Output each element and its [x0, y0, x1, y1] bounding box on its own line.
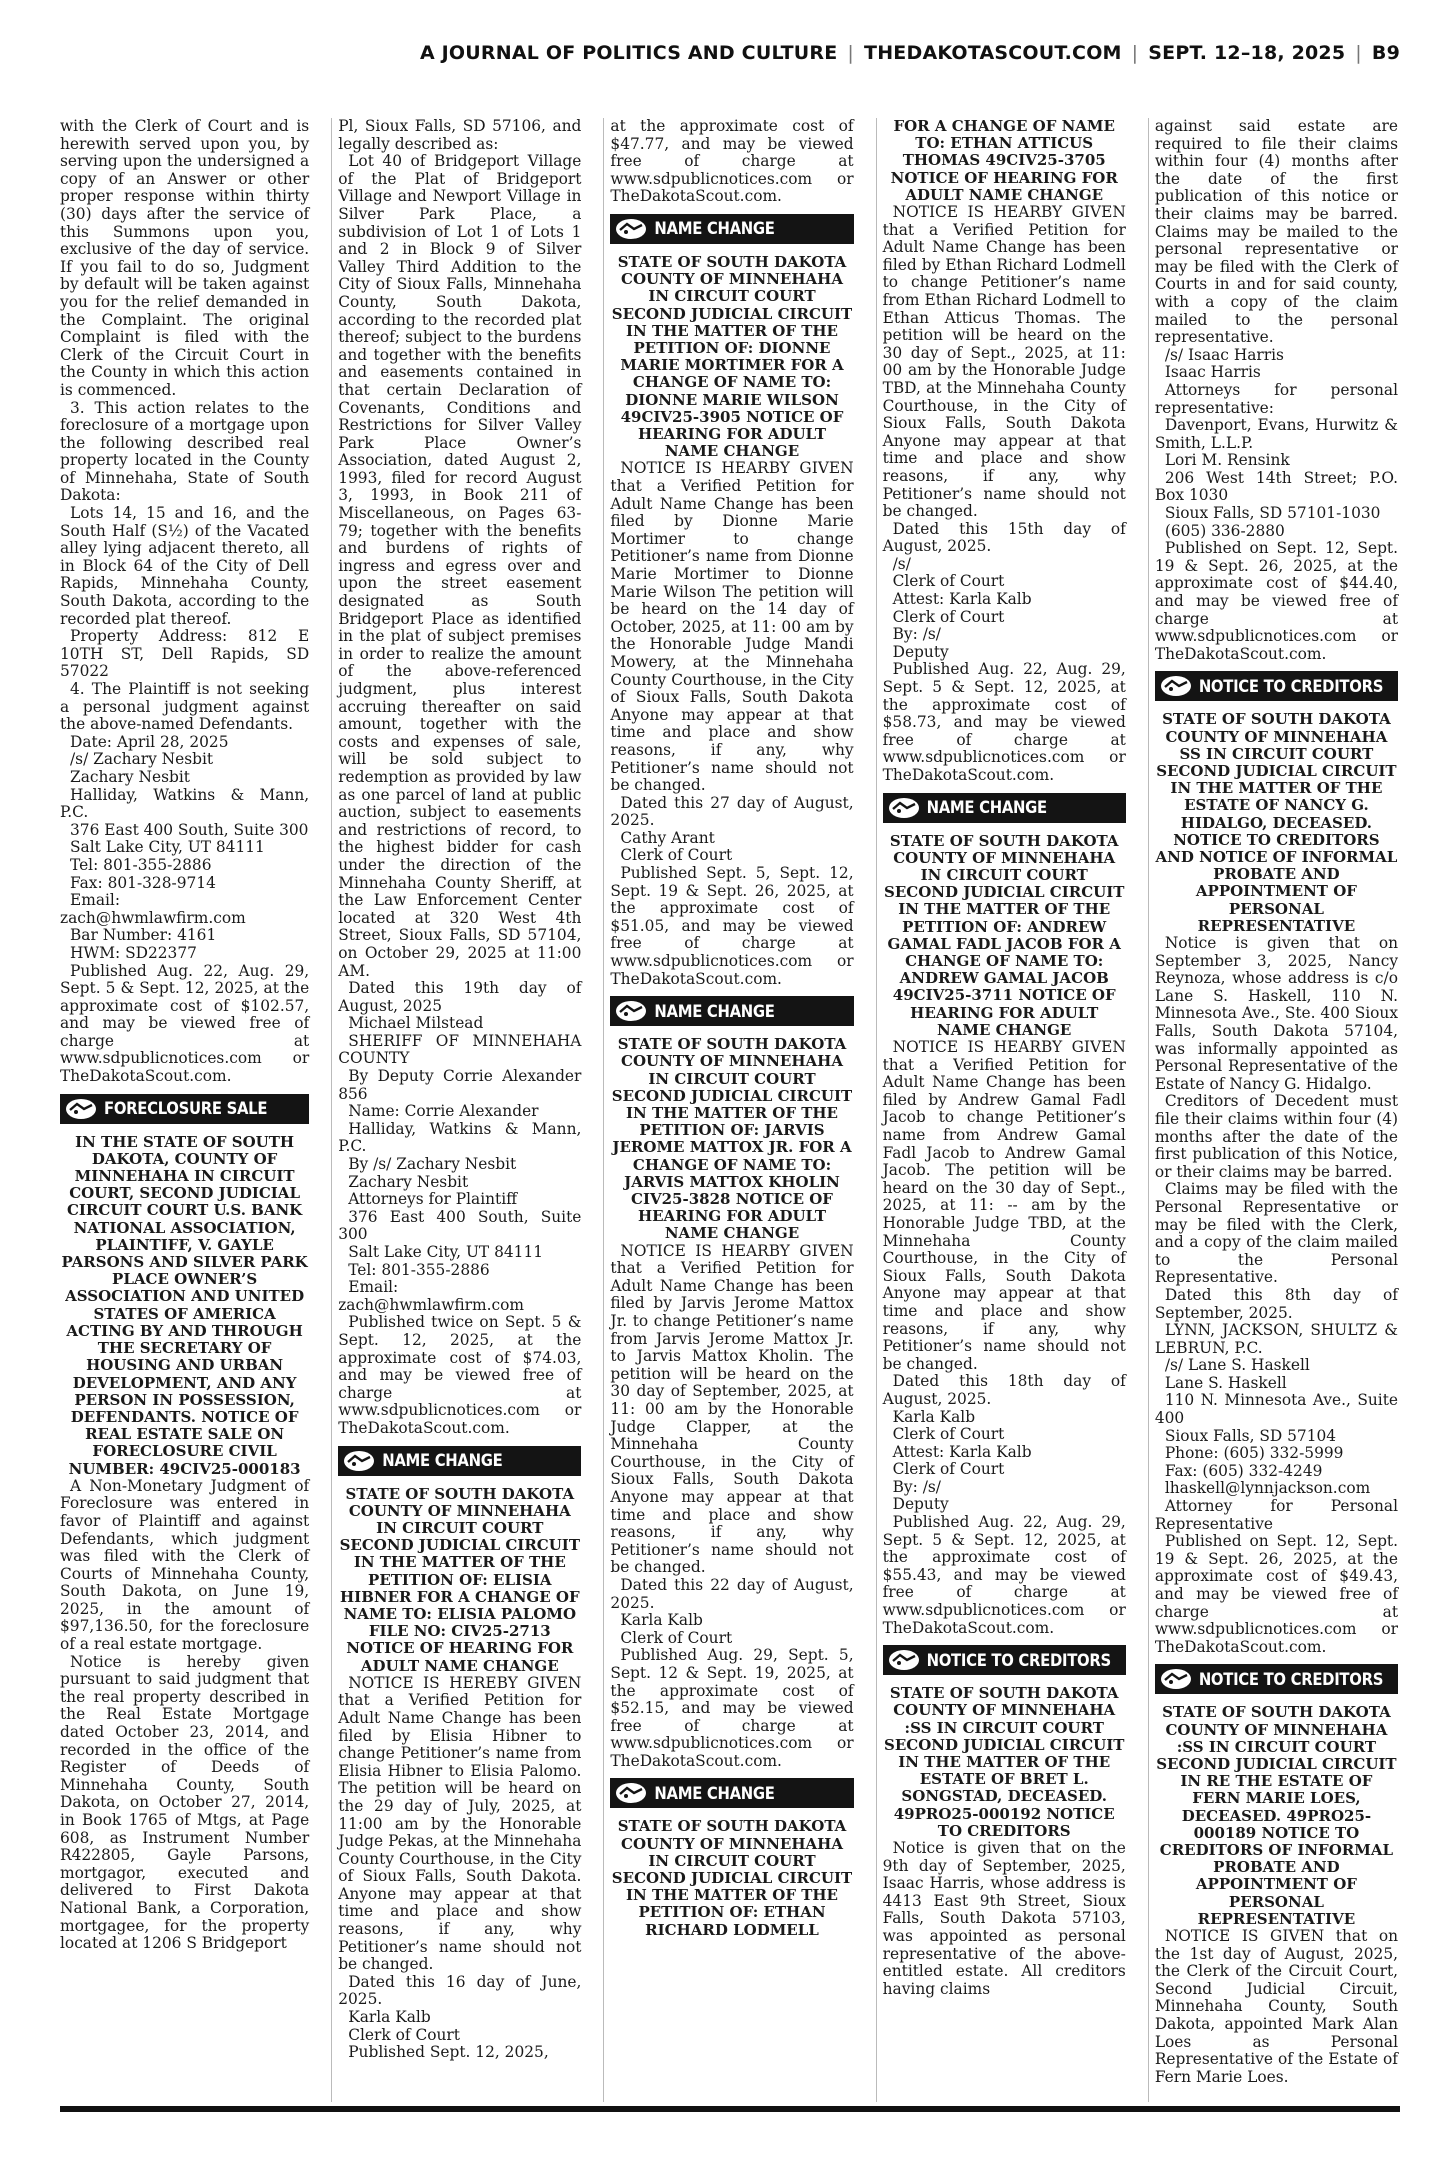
notice-columns [60, 118, 1400, 2102]
notice-text: /s/ Isaac Harris [1164, 345, 1284, 364]
scout-logo-icon [64, 1097, 98, 1121]
notice-text: Property Address: 812 E 10TH ST, Dell Rapids, SD 57022 [60, 627, 310, 681]
notice-text: 206 West 14th Street; P.O. Box 1030 [1154, 468, 1399, 505]
notice-text: A Non-Monetary Judgment of Foreclosure was entered in favor of Plaintiff and against Defendants, which judgment was filed with the Clerk of Courts of Minnehaha County, South Dakota, on June 19, 2025, in the amount of $97,136.50, for the foreclosure of a real estate mortgage. [60, 1476, 310, 1654]
page-number: B9 [1371, 42, 1400, 64]
banner-label: NAME CHANGE [654, 1783, 775, 1803]
banner-label: NAME CHANGE [654, 219, 775, 239]
notice-text: Cathy Arant [620, 828, 715, 847]
notice-text: Salt Lake City, UT 84111 [70, 838, 265, 857]
banner-label: NAME CHANGE [382, 1451, 503, 1471]
column-2 [331, 118, 583, 2102]
notice-text: 3. This action relates to the foreclosure of a mortgage upon the following described real property located in the County of Minnehaha, State of South Dakota: [60, 398, 310, 505]
notice-text: Karla Kalb [348, 2008, 431, 2027]
notice-text: Pl, Sioux Falls, SD 57106, and legally described as: [338, 118, 582, 153]
notice-text: Phone: (605) 332-5999 [1164, 1444, 1344, 1463]
column-3 [603, 118, 855, 2102]
notice-heading: STATE OF SOUTH DAKOTA COUNTY OF MINNEHAHA IN CIRCUIT COURT SECOND JUDICIAL CIRCUIT IN THE MATTER OF THE PETITION OF: JARVIS JEROME MATTOX JR. FOR A CHANGE OF NAME TO: JARVIS MATTOX KHOLIN CIV25-3828 NOTICE OF HEARING FOR ADULT NAME CHANGE [611, 1035, 853, 1243]
notice-text: Clerk of Court [892, 1460, 1005, 1479]
notice-heading: STATE OF SOUTH DAKOTA COUNTY OF MINNEHAHA :SS IN CIRCUIT COURT SECOND JUDICIAL CIRCUIT IN THE MATTER OF THE ESTATE OF BRET L. SONGSTAD, DECEASED. 49PRO25-000192 NOTICE TO CREDITORS [884, 1684, 1125, 1840]
notice-text: Fax: (605) 332-4249 [1164, 1461, 1323, 1480]
publication-note: Published on Sept. 12, Sept. 19 & Sept. 26, 2025, at the approximate cost of $44.40, and may be viewed free of charge at www.sdpublicnotices.com or TheDakotaScout.com. [1154, 539, 1399, 663]
notice-text: Notice is given that on September 3, 2025, Nancy Reynoza, whose address is c/o Lane S. Haskell, 110 N. Minnesota Ave., Ste. 400 Sioux Falls, South Dakota 57104, was informally appointed as Personal Representative of the Estate of Nancy G. Hidalgo. [1154, 934, 1399, 1093]
notice-heading: IN THE STATE OF SOUTH DAKOTA, COUNTY OF MINNEHAHA IN CIRCUIT COURT, SECOND JUDICIAL CIRCUIT COURT U.S. BANK NATIONAL ASSOCIATION, PLAINTIFF, V. GAYLE PARSONS AND SILVER PARK PLACE OWNER’S ASSOCIATION AND UNITED STATES OF AMERICA ACTING BY AND THROUGH THE SECRETARY OF HOUSING AND URBAN DEVELOPMENT, AND ANY PERSON IN POSSESSION, DEFENDANTS. NOTICE OF REAL ESTATE SALE ON FORECLOSURE CIVIL NUMBER: 49CIV25-000183 [61, 1132, 308, 1478]
scout-logo-icon [614, 999, 648, 1023]
notice-heading: FOR A CHANGE OF NAME TO: ETHAN ATTICUS THOMAS 49CIV25-3705 NOTICE OF HEARING FOR ADULT NAME CHANGE [890, 118, 1118, 204]
notice-text: Creditors of Decedent must file their claims within four (4) months after the date of the first publication of this Notice, or their claims may be barred. [1154, 1092, 1399, 1181]
notice-text: HWM: SD22377 [70, 943, 197, 962]
section-banner-foreclosure [60, 1094, 309, 1124]
column-4 [876, 118, 1128, 2102]
notice-text: /s/ Zachary Nesbit [70, 750, 214, 769]
notice-text: Isaac Harris [1164, 363, 1261, 382]
notice-text: Karla Kalb [892, 1407, 976, 1426]
notice-text: NOTICE IS HEARBY GIVEN that a Verified Petition for Adult Name Change has been filed by Andrew Gamal Fadl Jacob to change Petitioner’s name from Andrew Gamal Fadl Jacob to Andrew Gamal Jacob. The petition will be heard on the 30 day of Sept., 2025, at 11: -- am by the Honorable Judge TBD, at the Minnehaha County Courthouse, in the City of Sioux Falls, South Dakota Anyone may appear at that time and place and show reasons, if any, why Petitioner’s name should not be changed. [882, 1038, 1126, 1373]
notice-heading: STATE OF SOUTH DAKOTA COUNTY OF MINNEHAHA IN CIRCUIT COURT SECOND JUDICIAL CIRCUIT IN THE MATTER OF THE PETITION OF: ELISIA HIBNER FOR A CHANGE OF NAME TO: ELISIA PALOMO FILE NO: CIV25-2713 NOTICE OF HEARING FOR ADULT NAME CHANGE [339, 1484, 580, 1675]
column-5 [1148, 118, 1400, 2102]
scout-logo-icon [1159, 674, 1193, 698]
publication-note: Published Sept. 12, 2025, [348, 2043, 549, 2062]
notice-text: Deputy [892, 642, 949, 661]
notice-text: 110 N. Minnesota Ave., Suite 400 [1154, 1391, 1399, 1428]
notice-text: against said estate are required to file their claims within four (4) months after the date of the first publication of this notice or their claims may be barred. Claims may be mailed to the personal representative or may be filed with the Clerk of Courts in and for said county, with a copy of the claim mailed to the personal representative. [1154, 118, 1399, 347]
scout-logo-icon [887, 1648, 921, 1672]
scout-logo-icon [614, 1781, 648, 1805]
notice-text: Tel: 801-355-2886 [348, 1260, 490, 1279]
notice-text: Sioux Falls, SD 57104 [1164, 1426, 1337, 1445]
notice-text: By: /s/ [892, 1477, 941, 1496]
publication-note: Published Aug. 22, Aug. 29, Sept. 5 & Sept. 12, 2025, at the approximate cost of $102.57, and may be viewed free of charge at www.sdpublicnotices.com or TheDakotaScout.com. [60, 961, 310, 1086]
notice-text: Clerk of Court [892, 607, 1005, 626]
section-banner-name-change [610, 1778, 853, 1808]
journal-tagline: A JOURNAL OF POLITICS AND CULTURE [419, 42, 838, 64]
notice-text: Clerk of Court [620, 1628, 733, 1647]
scout-logo-icon [1159, 1667, 1193, 1691]
notice-text: Dated this 16 day of June, 2025. [338, 1972, 582, 2009]
notice-text: Clerk of Court [348, 2025, 460, 2044]
notice-text: Claims may be filed with the Personal Representative or may be filed with the Clerk, and a copy of the claim mailed to the Personal Representative. [1154, 1180, 1399, 1287]
notice-text: Attest: Karla Kalb [892, 1442, 1032, 1461]
notice-text: 376 East 400 South, Suite 300 [70, 820, 309, 839]
page-header: A JOURNAL OF POLITICS AND CULTURE | THEDAKOTASCOUT.COM | SEPT. 12–18, 2025 | B9 [419, 42, 1400, 64]
notice-heading: STATE OF SOUTH DAKOTA COUNTY OF MINNEHAHA IN CIRCUIT COURT SECOND JUDICIAL CIRCUIT IN THE MATTER OF THE PETITION OF: DIONNE MARIE MORTIMER FOR A CHANGE OF NAME TO: DIONNE MARIE WILSON 49CIV25-3905 NOTICE OF HEARING FOR ADULT NAME CHANGE [611, 252, 853, 461]
notice-text: Halliday, Watkins & Mann, P.C. [60, 785, 310, 822]
notice-text: Dated this 15th day of August, 2025. [882, 519, 1126, 556]
notice-text: Lane S. Haskell [1164, 1373, 1287, 1392]
section-banner-name-change [338, 1446, 581, 1476]
notice-text: (605) 336-2880 [1164, 521, 1285, 540]
notice-text: Attorney for Personal Representative [1154, 1497, 1399, 1533]
notice-text: Davenport, Evans, Hurwitz & Smith, L.L.P. [1154, 416, 1399, 452]
notice-heading: STATE OF SOUTH DAKOTA COUNTY OF MINNEHAHA IN CIRCUIT COURT SECOND JUDICIAL CIRCUIT IN THE MATTER OF THE PETITION OF: ANDREW GAMAL FADL JACOB FOR A CHANGE OF NAME TO: ANDREW GAMAL JACOB 49CIV25-3711 NOTICE OF HEARING FOR ADULT NAME CHANGE [884, 831, 1125, 1039]
notice-text: Dated this 19th day of August, 2025 [338, 979, 582, 1015]
notice-heading: STATE OF SOUTH DAKOTA COUNTY OF MINNEHAHA :SS IN CIRCUIT COURT SECOND JUDICIAL CIRCUIT IN RE THE ESTATE OF FERN MARIE LOES, DECEASED. 49PRO25-000189 NOTICE TO CREDITORS OF INFORMAL PROBATE AND APPOINTMENT OF PERSONAL REPRESENTATIVE [1156, 1703, 1397, 1928]
scout-logo-icon [614, 217, 648, 241]
banner-label: NAME CHANGE [926, 798, 1047, 818]
notice-text: Dated this 22 day of August, 2025. [610, 1575, 854, 1612]
notice-text: Attest: Karla Kalb [892, 590, 1032, 609]
notice-text: Email: zach@hwmlawfirm.com [60, 891, 246, 927]
notice-text: Dated this 8th day of September, 2025. [1154, 1285, 1399, 1322]
publication-note: Published on Sept. 12, Sept. 19 & Sept. 26, 2025, at the approximate cost of $49.43, and may be viewed free of charge at www.sdpublicnotices.com or TheDakotaScout.com. [1154, 1532, 1399, 1656]
column-1 [60, 118, 311, 2102]
notice-text: Notice is given that on the 9th day of September, 2025, Isaac Harris, whose address is 4413 East 9th Street, Sioux Falls, South Dakota 57103, was appointed as personal representative of the above-entitled estate. All creditors having claims [882, 1839, 1126, 1998]
banner-label: FORECLOSURE SALE [104, 1099, 268, 1119]
banner-label: NAME CHANGE [654, 1001, 775, 1021]
notice-text: Name: Corrie Alexander [348, 1102, 539, 1121]
notice-text: Attorneys for Plaintiff [348, 1190, 518, 1209]
notice-text: 376 East 400 South, Suite 300 [338, 1207, 582, 1244]
notice-text: 4. The Plaintiff is not seeking a personal judgment against the above-named Defendants. [60, 680, 310, 734]
notice-text: Lots 14, 15 and 16, and the South Half (S½) of the Vacated alley lying adjacent thereto, all in Block 64 of the City of Dell Rapids, Minnehaha County, South Dakota, according to the recorded plat thereof. [60, 504, 310, 628]
notice-text: Clerk of Court [620, 846, 733, 865]
scout-logo-icon [342, 1449, 376, 1473]
notice-text: Karla Kalb [620, 1611, 703, 1630]
publication-note: Published twice on Sept. 5 & Sept. 12, 2025, at the approximate cost of $74.03, and may be viewed free of charge at www.sdpublicnotices.com or TheDakotaScout.com. [338, 1313, 582, 1437]
section-banner-creditors [1155, 671, 1398, 701]
notice-text: Clerk of Court [892, 572, 1005, 591]
notice-text: NOTICE IS HEARBY GIVEN that a Verified Petition for Adult Name Change has been filed by Dionne Marie Mortimer to change Petitioner’s name from Dionne Marie Mortimer to Dionne Marie Wilson The petition will be heard on the 14 day of October, 2025, at 11: 00 am by the Honorable Judge Mandi Mowery, at the Minnehaha County Courthouse, in the City of Sioux Falls, South Dakota Anyone may appear at that time and place and show reasons, if any, why Petitioner’s name should not be changed. [610, 459, 854, 795]
notice-text: Email: zach@hwmlawfirm.com [338, 1278, 524, 1314]
scout-logo-icon [887, 796, 921, 820]
notice-text: NOTICE IS GIVEN that on the 1st day of August, 2025, the Clerk of the Circuit Court, Second Judicial Circuit, Minnehaha County, South Dakota, appointed Mark Alan Loes as Personal Representative of the Estate of Fern Marie Loes. [1154, 1927, 1399, 2086]
publication-note: Published Sept. 5, Sept. 12, Sept. 19 & Sept. 26, 2025, at the approximate cost of $51.05, and may be viewed free of charge at www.sdpublicnotices.com or TheDakotaScout.com. [610, 864, 854, 988]
notice-text: Michael Milstead [348, 1014, 484, 1033]
issue-date: SEPT. 12–18, 2025 [1148, 42, 1346, 64]
notice-text: NOTICE IS HEARBY GIVEN that a Verified Petition for Adult Name Change has been filed by Jarvis Jerome Mattox Jr. to change Petitioner’s name from Jarvis Jerome Mattox Jr. to Jarvis Mattox Kholin. The petition will be heard on the 30 day of September, 2025, at 11: 00 am by the Honorable Judge Clapper, at the Minnehaha County Courthouse, in the City of Sioux Falls, South Dakota Anyone may appear at that time and place and show reasons, if any, why Petitioner’s name should not be changed. [610, 1241, 854, 1577]
notice-text: /s/ [892, 554, 911, 573]
notice-text: Lot 40 of Bridgeport Village of the Plat of Bridgeport Village and Newport Village in Silver Park Place, a subdivision of Lot 1 of Lots 1 and 2 in Block 9 of Silver Valley Third Addition to the City of Sioux Falls, Minnehaha County, South Dakota, according to the recorded plat thereof; subject to the burdens and together with the benefits and easements contained in that certain Declaration of Covenants, Conditions and Restrictions for Silver Valley Park Place Owner’s Association, dated August 2, 1993, filed for record August 3, 1993, in Book 211 of Miscellaneous, on Pages 63-79; together with the benefits and burdens of rights of ingress and egress over and upon the street easement designated as South Bridgeport Place as identified in the plat of subject premises in order to realize the amount of the above-referenced judgment, plus interest accruing thereafter on said amount, together with the costs and expenses of sale, will be sold subject to redemption as provided by law as one parcel of land at public auction, subject to easements and restrictions of record, to the highest bidder for cash under the direction of the Minnehaha County Sheriff, at the Law Enforcement Center located at 320 West 4th Street, Sioux Falls, SD 57104, on October 29, 2025 at 11:00 AM. [338, 152, 582, 980]
notice-text: Halliday, Watkins & Mann, P.C. [338, 1119, 582, 1156]
notice-text: /s/ Lane S. Haskell [1164, 1356, 1310, 1375]
notice-text: Sioux Falls, SD 57101-1030 [1164, 504, 1381, 523]
notice-text: Attorneys for personal representative: [1154, 380, 1399, 417]
notice-text: Lori M. Rensink [1164, 451, 1290, 470]
notice-text: Dated this 18th day of August, 2025. [882, 1372, 1126, 1408]
notice-text: Fax: 801-328-9714 [70, 873, 216, 892]
notice-text: NOTICE IS HEARBY GIVEN that a Verified Petition for Adult Name Change has been filed by Ethan Richard Lodmell to change Petitioner’s name from Ethan Richard Lodmell to Ethan Atticus Thomas. The petition will be heard on the 30 day of Sept., 2025, at 11: 00 am by the Honorable Judge TBD, at the Minnehaha County Courthouse, in the City of Sioux Falls, South Dakota Anyone may appear at that time and place and show reasons, if any, why Petitioner’s name should not be changed. [882, 203, 1126, 521]
notice-text: lhaskell@lynnjackson.com [1164, 1479, 1371, 1498]
notice-heading: STATE OF SOUTH DAKOTA COUNTY OF MINNEHAHA IN CIRCUIT COURT SECOND JUDICIAL CIRCUIT IN THE MATTER OF THE PETITION OF: ETHAN RICHARD LODMELL [611, 1817, 853, 1939]
notice-text: By /s/ Zachary Nesbit [348, 1155, 517, 1174]
section-banner-name-change [610, 996, 853, 1026]
banner-label: NOTICE TO CREDITORS [926, 1650, 1111, 1670]
notice-text: Date: April 28, 2025 [70, 732, 229, 751]
section-banner-name-change [610, 214, 853, 244]
notice-text: By Deputy Corrie Alexander 856 [338, 1067, 582, 1103]
notice-text: with the Clerk of Court and is herewith served upon you, by serving upon the undersigned a copy of an Answer or other proper response within thirty (30) days after the service of this Summons upon you, exclusive of the day of service. If you fail to do so, Judgment by default will be taken against you for the relief demanded in the Complaint. The original Complaint is filed with the Clerk of the Circuit Court in the County in which this action is commenced. [60, 118, 310, 399]
notice-text: Dated this 27 day of August, 2025. [610, 793, 854, 830]
notice-text: Clerk of Court [892, 1425, 1005, 1444]
banner-label: NOTICE TO CREDITORS [1198, 676, 1384, 696]
notice-text: By: /s/ [892, 625, 941, 644]
notice-text: Notice is hereby given pursuant to said judgment that the real property described in the Real Estate Mortgage dated October 23, 2014, and recorded in the office of the Register of Deeds of Minnehaha County, South Dakota, on October 27, 2014, in Book 1765 of Mtgs, at Page 608, as Instrument Number R422805, Gayle Parsons, mortgagor, executed and delivered to First Dakota National Bank, a Corporation, mortgagee, for the property located at 1206 S Bridgeport [60, 1652, 310, 1953]
notice-text: Salt Lake City, UT 84111 [348, 1243, 544, 1261]
section-banner-creditors [1155, 1664, 1398, 1694]
bottom-rule [60, 2106, 1400, 2112]
notice-heading: STATE OF SOUTH DAKOTA COUNTY OF MINNEHAHA SS IN CIRCUIT COURT SECOND JUDICIAL CIRCUIT IN THE MATTER OF THE ESTATE OF NANCY G. HIDALGO, DECEASED. NOTICE TO CREDITORS AND NOTICE OF INFORMAL PROBATE AND APPOINTMENT OF PERSONAL REPRESENTATIVE [1155, 710, 1398, 935]
publication-note: at the approximate cost of $47.77, and may be viewed free of charge at www.sdpublicnotices.com or TheDakotaScout.com. [610, 118, 854, 206]
notice-text: LYNN, JACKSON, SHULTZ & LEBRUN, P.C. [1154, 1321, 1399, 1357]
notice-text: Zachary Nesbit [348, 1172, 469, 1191]
publication-note: Published Aug. 22, Aug. 29, Sept. 5 & Sept. 12, 2025, at the approximate cost of $58.73, and may be viewed free of charge at www.sdpublicnotices.com or TheDakotaScout.com. [882, 660, 1126, 785]
section-banner-name-change [883, 793, 1126, 823]
banner-label: NOTICE TO CREDITORS [1198, 1669, 1384, 1689]
notice-text: SHERIFF OF MINNEHAHA COUNTY [338, 1031, 582, 1068]
publication-note: Published Aug. 22, Aug. 29, Sept. 5 & Sept. 12, 2025, at the approximate cost of $55.43, and may be viewed free of charge at www.sdpublicnotices.com or TheDakotaScout.com. [882, 1513, 1126, 1637]
notice-text: NOTICE IS HEREBY GIVEN that a Verified Petition for Adult Name Change has been filed by Elisia Hibner to change Petitioner’s name from Elisia Hibner to Elisia Palomo. The petition will be heard on the 29 day of July, 2025, at 11:00 am by the Honorable Judge Pekas, at the Minnehaha County Courthouse, in the City of Sioux Falls, South Dakota. Anyone may appear at that time and place and show reasons, if any, why Petitioner’s name should not be changed. [338, 1673, 582, 1974]
notice-text: Zachary Nesbit [70, 767, 190, 786]
notice-text: Bar Number: 4161 [70, 926, 217, 945]
publication-note: Published Aug. 29, Sept. 5, Sept. 12 & Sept. 19, 2025, at the approximate cost of $52.15, and may be viewed free of charge at www.sdpublicnotices.com or TheDakotaScout.com. [610, 1646, 854, 1770]
section-banner-creditors [883, 1645, 1126, 1675]
site-name[interactable]: THEDAKOTASCOUT.COM [864, 42, 1122, 64]
notice-text: Tel: 801-355-2886 [70, 855, 212, 874]
notice-text: Deputy [892, 1495, 949, 1514]
